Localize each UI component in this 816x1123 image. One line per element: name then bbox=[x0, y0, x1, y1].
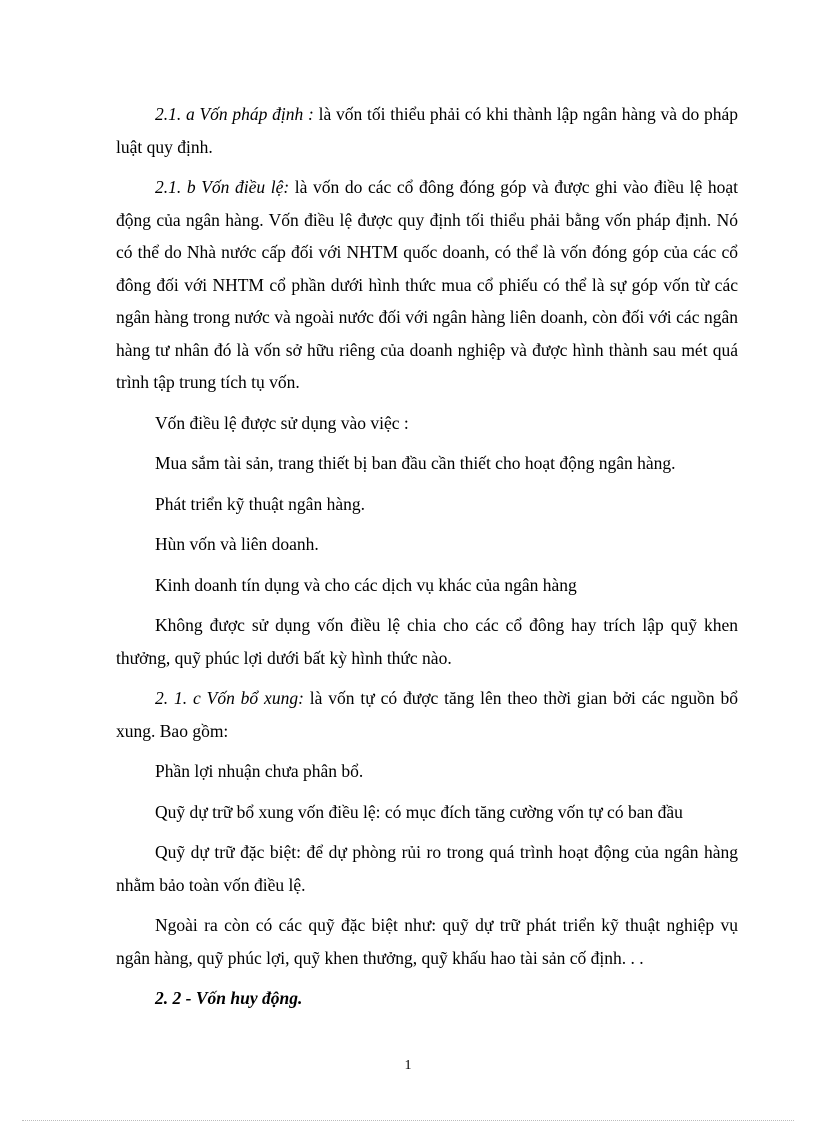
paragraph-charter-capital bbox=[116, 171, 738, 399]
paragraph-legal-capital bbox=[116, 98, 738, 163]
legal-capital-label: 2.1. a Vốn pháp định : bbox=[155, 104, 314, 124]
supplement-item: Phần lợi nhuận chưa phân bổ. bbox=[155, 761, 364, 781]
other-funds-paragraph: Ngoài ra còn có các quỹ đặc biệt như: quỹ dự trữ phát triển kỹ thuật nghiệp vụ ngân hàng, quỹ phúc lợi, quỹ khen thưởng, quỹ khấu hao tài sản cố định. . . bbox=[116, 915, 738, 968]
supplementary-capital-text: là vốn tự có được tăng lên theo thời gian bởi các nguồn bổ xung. Bao gồm: bbox=[116, 688, 738, 741]
usage-item: Mua sắm tài sản, trang thiết bị ban đầu cần thiết cho hoạt động ngân hàng. bbox=[155, 453, 676, 473]
prohibition-paragraph: Không được sử dụng vốn điều lệ chia cho các cổ đông hay trích lập quỹ khen thưởng, quỹ phúc lợi dưới bất kỳ hình thức nào. bbox=[116, 615, 738, 668]
usage-item: Phát triển kỹ thuật ngân hàng. bbox=[155, 493, 365, 514]
supplement-item: Quỹ dự trữ bổ xung vốn điều lệ: có mục đích tăng cường vốn tự có ban đầu bbox=[155, 801, 683, 822]
charter-capital-label: 2.1. b Vốn điều lệ: bbox=[155, 177, 290, 197]
usage-item: Kinh doanh tín dụng và cho các dịch vụ khác của ngân hàng bbox=[155, 574, 577, 595]
charter-capital-text: là vốn do các cổ đông đóng góp và được ghi vào điều lệ hoạt động của ngân hàng. Vốn điều lệ được quy định tối thiểu phải bằng vốn pháp định. Nó có thể do Nhà nước cấp đối với NHTM quốc doanh, có thể là vốn đóng góp của các cổ đông đối với NHTM cổ phần dưới hình thức mua cổ phiếu có thể là sự góp vốn từ các ngân hàng trong nước và ngoài nước đối với ngân hàng liên doanh, còn đối với các ngân hàng tư nhân đó là vốn sở hữu riêng của doanh nghiệp và được hình thành sau mét quá trình tập trung tích tụ vốn. bbox=[116, 177, 738, 392]
supplement-item: Quỹ dự trữ đặc biệt: để dự phòng rủi ro trong quá trình hoạt động của ngân hàng nhằm bảo toàn vốn điều lệ. bbox=[116, 842, 738, 895]
section-heading: 2. 2 - Vốn huy động. bbox=[155, 988, 303, 1008]
legal-capital-text: là vốn tối thiểu phải có khi thành lập ngân hàng và do pháp luật quy định. bbox=[116, 104, 738, 157]
usage-item: Hùn vốn và liên doanh. bbox=[155, 534, 319, 554]
page-content bbox=[116, 98, 738, 1015]
usage-intro: Vốn điều lệ được sử dụng vào việc : bbox=[155, 412, 409, 433]
page-bottom-divider bbox=[22, 1120, 794, 1121]
supplementary-capital-label: 2. 1. c Vốn bổ xung: bbox=[155, 688, 304, 708]
paragraph-supplementary-capital bbox=[116, 682, 738, 747]
page-number: 1 bbox=[404, 1058, 412, 1073]
